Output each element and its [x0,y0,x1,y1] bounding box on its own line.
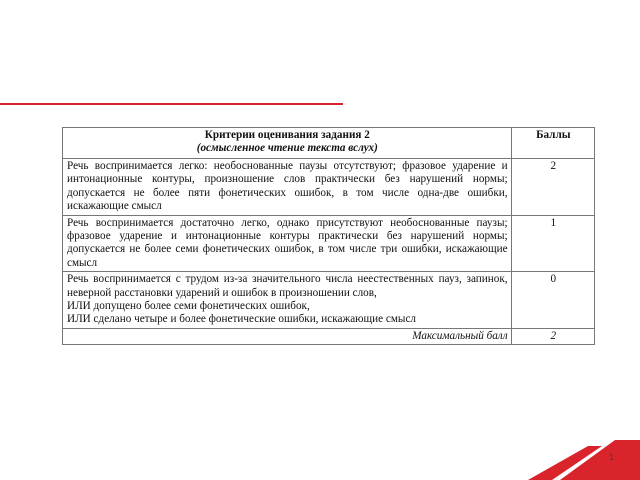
score-cell: 2 [511,159,594,216]
criteria-header-cell [63,128,512,159]
max-score-value: 2 [511,328,594,344]
table-row [63,215,595,272]
criterion-cell [63,215,512,272]
criteria-table [62,127,595,345]
criterion-text: ИЛИ допущено более семи фонетических ошибок, [67,300,310,313]
criterion-text: Речь воспринимается легко: необоснованные паузы отсутствуют; фразовое ударение и интонационные контуры, произношение слов практически без нарушений нормы; допускается не более пяти фонетических ошибок, в том числе одна-две ошибки, искажающие смысл [67,160,508,213]
score-cell: 0 [511,272,594,329]
table-header-row [63,128,595,159]
table-row [63,159,595,216]
table-row [63,272,595,329]
table-footer-row [63,328,595,344]
criterion-cell [63,272,512,329]
criterion-text: Речь воспринимается с трудом из-за значительного числа неестественных пауз, запинок, неверной расстановки ударений и ошибок в произношении слов, [67,273,508,299]
criterion-text: ИЛИ сделано четыре и более фонетические ошибки, искажающие смысл [67,313,416,326]
red-corner-decoration [490,440,640,480]
red-accent-line [0,103,343,105]
score-cell: 1 [511,215,594,272]
criteria-title: Критерии оценивания задания 2 [204,129,370,141]
criteria-subtitle: (осмысленное чтение текста вслух) [196,142,378,155]
criterion-text: Речь воспринимается достаточно легко, однако присутствуют необоснованные паузы; фразовое ударение и интонационные контуры практически без нарушений нормы; допускается не более семи фонетических ошибок, в том числе три ошибки, искажающие смысл [67,216,508,269]
page-number: 1 [608,452,614,462]
score-header-cell: Баллы [511,128,594,159]
criterion-cell [63,159,512,216]
max-score-label: Максимальный балл [63,328,512,344]
